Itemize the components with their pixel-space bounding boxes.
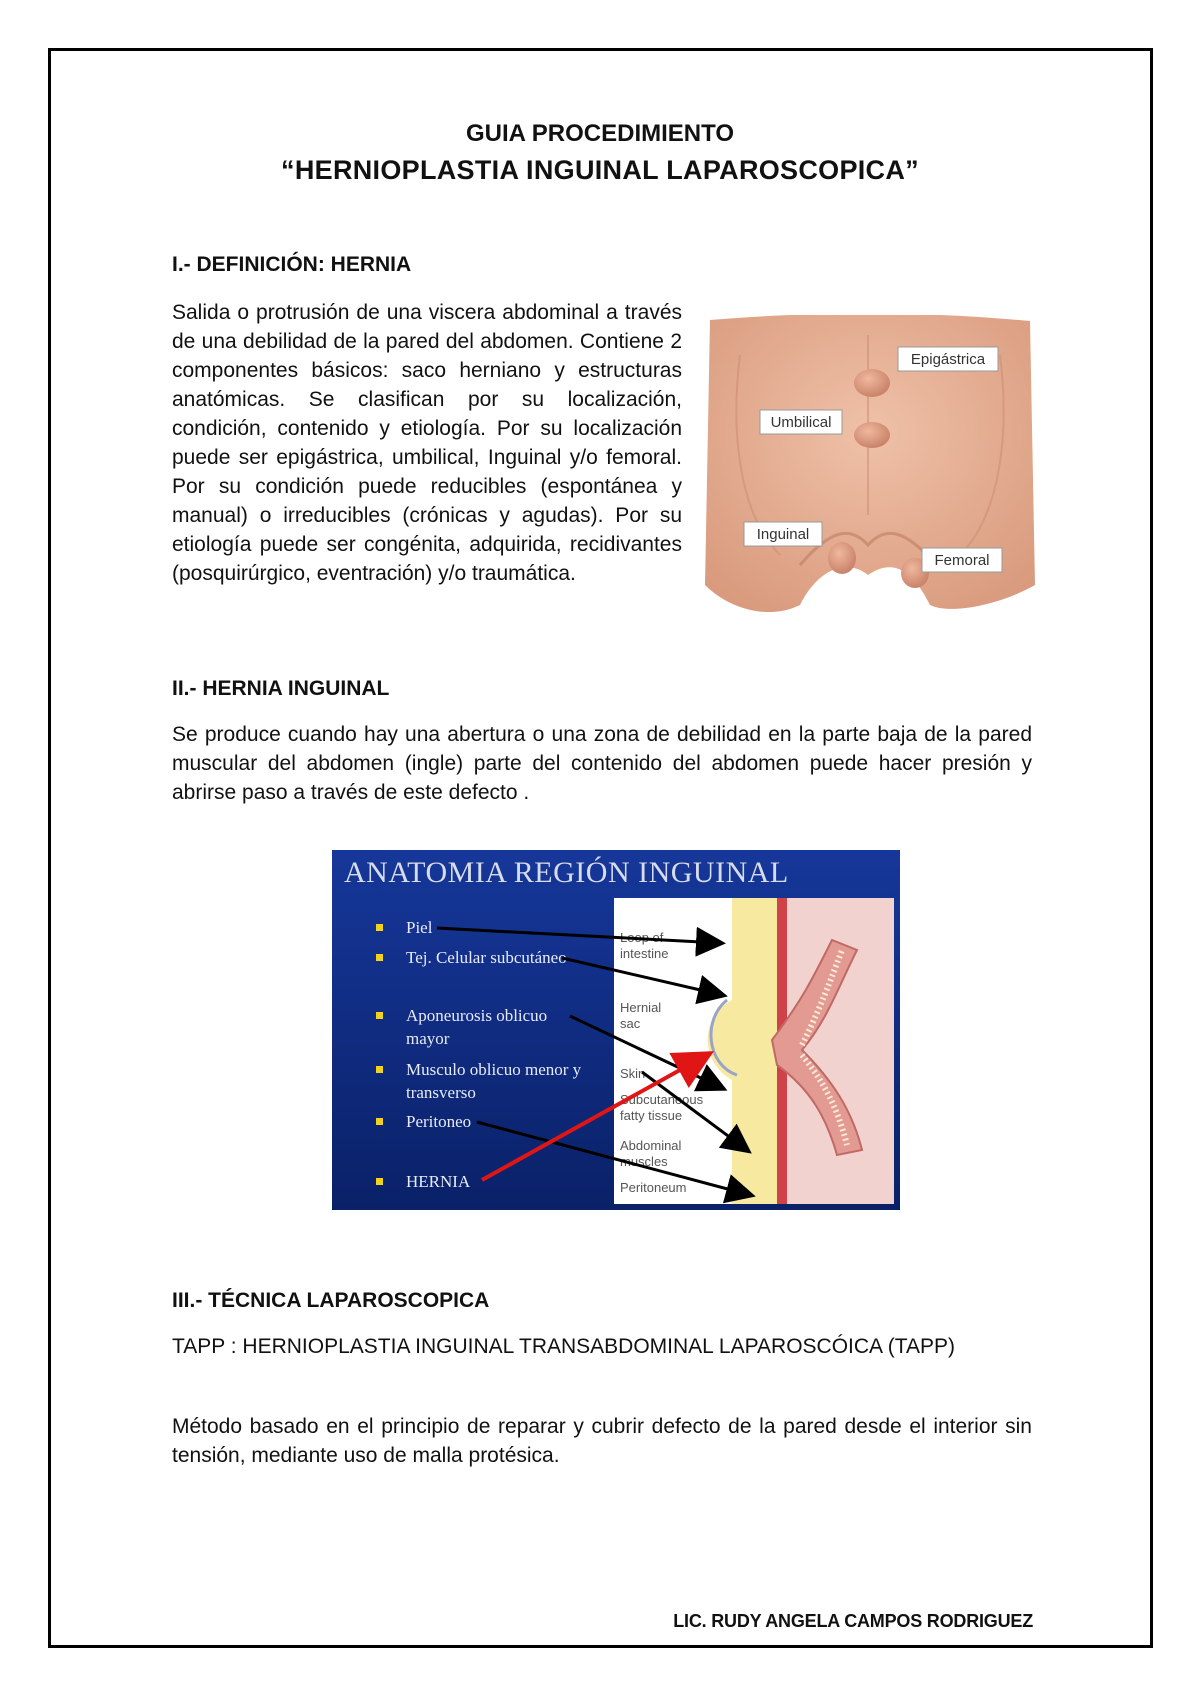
label-fatty-tissue: fatty tissue: [620, 1108, 683, 1123]
bullet-musculo: Musculo oblicuo menor y: [406, 1060, 582, 1079]
section-1-heading: I.- DEFINICIÓN: HERNIA: [172, 253, 412, 276]
label-inguinal: Inguinal: [756, 526, 810, 543]
document-title: GUIA PROCEDIMIENTO: [465, 120, 735, 147]
bullet-piel: Piel: [406, 918, 433, 937]
bullet-aponeurosis: Aponeurosis oblicuo: [406, 1006, 548, 1025]
label-muscles: muscles: [620, 1154, 668, 1169]
bullet-aponeurosis-cont: mayor: [406, 1029, 450, 1048]
document-subtitle: “HERNIOPLASTIA INGUINAL LAPAROSCOPICA”: [281, 155, 919, 185]
section-2-heading: II.- HERNIA INGUINAL: [172, 677, 390, 700]
label-loop: Loop of: [620, 930, 664, 945]
label-hernial: Hernial: [620, 1000, 662, 1015]
label-abdominal: Abdominal: [620, 1138, 682, 1153]
section-3-text-1: TAPP : HERNIOPLASTIA INGUINAL TRANSABDOMINAL LAPAROSCÓICA (TAPP): [172, 1335, 956, 1358]
label-skin: Skin: [620, 1066, 646, 1081]
inguinal-anatomy-diagram: [332, 850, 900, 1210]
label-epigastric: Epigástrica: [910, 351, 986, 368]
bullet-tej-celular: Tej. Celular subcutáneo: [406, 948, 567, 967]
label-umbilical: Umbilical: [770, 414, 832, 431]
bullet-hernia: HERNIA: [406, 1172, 471, 1191]
author-footer: LIC. RUDY ANGELA CAMPOS RODRIGUEZ: [673, 1611, 1033, 1631]
label-intestine: intestine: [620, 946, 669, 961]
hernia-locations-illustration: [700, 315, 1035, 627]
label-sac: sac: [620, 1016, 641, 1031]
bullet-peritoneo: Peritoneo: [406, 1112, 472, 1131]
section-2-text: Se produce cuando hay una abertura o una zona de debilidad en la parte baja de la pared muscular del abdomen (ingle) parte del contenido del abdomen puede hacer presión y abrirse paso a través de este defecto .: [172, 723, 1032, 804]
section-1-text: Salida o protrusión de una viscera abdominal a través de una debilidad de la pared del abdomen. Contiene 2 componentes básicos: saco herniano y estructuras anatómicas. Se clasifican por su localización, condición, contenido y etiología. Por su localización puede ser epigástrica, umbilical, Inguinal y/o femoral. Por su condición puede reducibles (espontánea y manual) o irreducibles (crónicas y agudas). Por su etiología puede ser congénita, adquirida, recidivantes (posquirúrgico, eventración) y/o traumática.: [172, 301, 682, 585]
page-border: [48, 48, 1153, 1648]
label-subcutaneous: Subcutaneous: [620, 1092, 704, 1107]
section-3-heading: III.- TÉCNICA LAPAROSCOPICA: [172, 1289, 490, 1312]
bullet-musculo-cont: transverso: [406, 1083, 476, 1102]
label-peritoneum: Peritoneum: [620, 1180, 687, 1195]
diagram-title: ANATOMIA REGIÓN INGUINAL: [344, 856, 789, 889]
label-femoral: Femoral: [934, 552, 990, 569]
section-3-text-2: Método basado en el principio de reparar y cubrir defecto de la pared desde el interior sin tensión, mediante uso de malla protésica.: [172, 1415, 1032, 1467]
